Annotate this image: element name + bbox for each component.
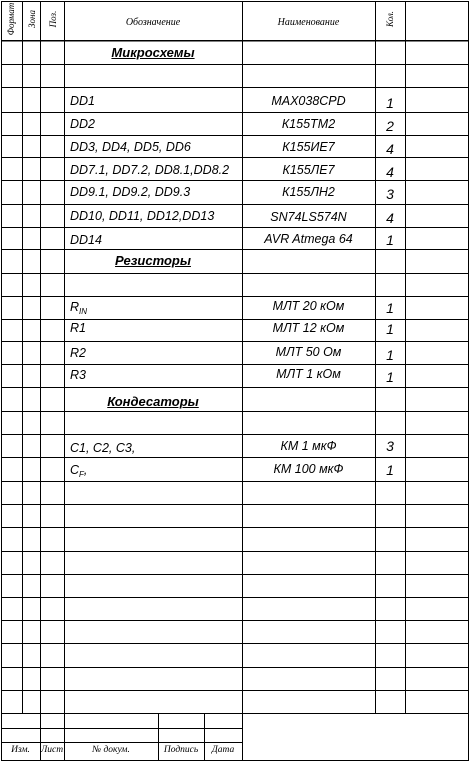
col-header-format: Формат (6, 2, 16, 36)
row-qty: 1 (386, 232, 394, 248)
row-designation: DD2 (70, 117, 96, 131)
row-qty: 4 (386, 210, 394, 226)
row-name: КМ 1 мкФ (280, 439, 337, 453)
row-name: MAX038CPD (271, 94, 346, 108)
row-name: КМ 100 мкФ (273, 462, 344, 476)
row-designation: DD3, DD4, DD5, DD6 (70, 140, 191, 154)
row-qty: 1 (386, 300, 394, 316)
col-header-qty: Кол. (385, 10, 395, 28)
row-name: К155ТМ2 (281, 117, 336, 131)
row-qty: 1 (386, 369, 394, 385)
row-qty: 1 (386, 462, 394, 478)
col-header-name: Наименование (277, 17, 340, 28)
row-name: К155ЛН2 (282, 185, 335, 199)
row-name: МЛТ 20 кОм (272, 299, 345, 313)
row-name: МЛТ 1 кОм (276, 367, 341, 381)
section-resistors: Резисторы (115, 253, 191, 268)
row-name: SN74LS574N (270, 210, 347, 224)
row-designation: DD9.1, DD9.2, DD9.3 (70, 185, 191, 199)
col-header-designation: Обозначение (125, 17, 181, 28)
stamp-docno-label: № докум. (92, 745, 130, 755)
section-microchips: Микросхемы (111, 45, 195, 60)
row-name: К155ЛЕ7 (282, 163, 335, 177)
row-designation: $R_{IN}$ (70, 300, 88, 316)
stamp-signature-label: Подпись (163, 745, 199, 755)
row-designation: R1 (70, 321, 86, 335)
row-name: МЛТ 50 Ом (275, 345, 342, 359)
section-capacitors: Кондесаторы (107, 394, 199, 409)
row-qty: 3 (386, 186, 394, 202)
row-designation: DD10, DD11, DD12,DD13 (70, 209, 215, 223)
col-header-pos: Поз. (48, 10, 58, 28)
stamp-change-label: Изм. (11, 745, 30, 755)
row-qty: 4 (386, 141, 394, 157)
row-qty: 3 (386, 438, 394, 454)
row-designation: DD14 (70, 233, 102, 247)
row-qty: 4 (386, 164, 394, 180)
row-qty: 2 (386, 118, 394, 134)
stamp-sheet-label: Лист (40, 745, 64, 755)
row-name: AVR Atmega 64 (264, 232, 353, 246)
stamp-date-label: Дата (211, 745, 235, 755)
row-qty: 1 (386, 95, 394, 111)
col-header-zone: Зона (27, 10, 37, 28)
row-designation: C1, C2, C3, (70, 441, 136, 455)
row-designation: DD7.1, DD7.2, DD8.1,DD8.2 (70, 163, 230, 177)
row-designation: R2 (70, 346, 86, 360)
row-name: К155ИЕ7 (282, 140, 335, 154)
row-designation: DD1 (70, 94, 96, 108)
row-designation: R3 (70, 368, 86, 382)
row-qty: 1 (386, 347, 394, 363)
row-designation: $C_F$, (70, 463, 88, 479)
row-name: МЛТ 12 кОм (272, 321, 345, 335)
row-qty: 1 (386, 321, 394, 337)
